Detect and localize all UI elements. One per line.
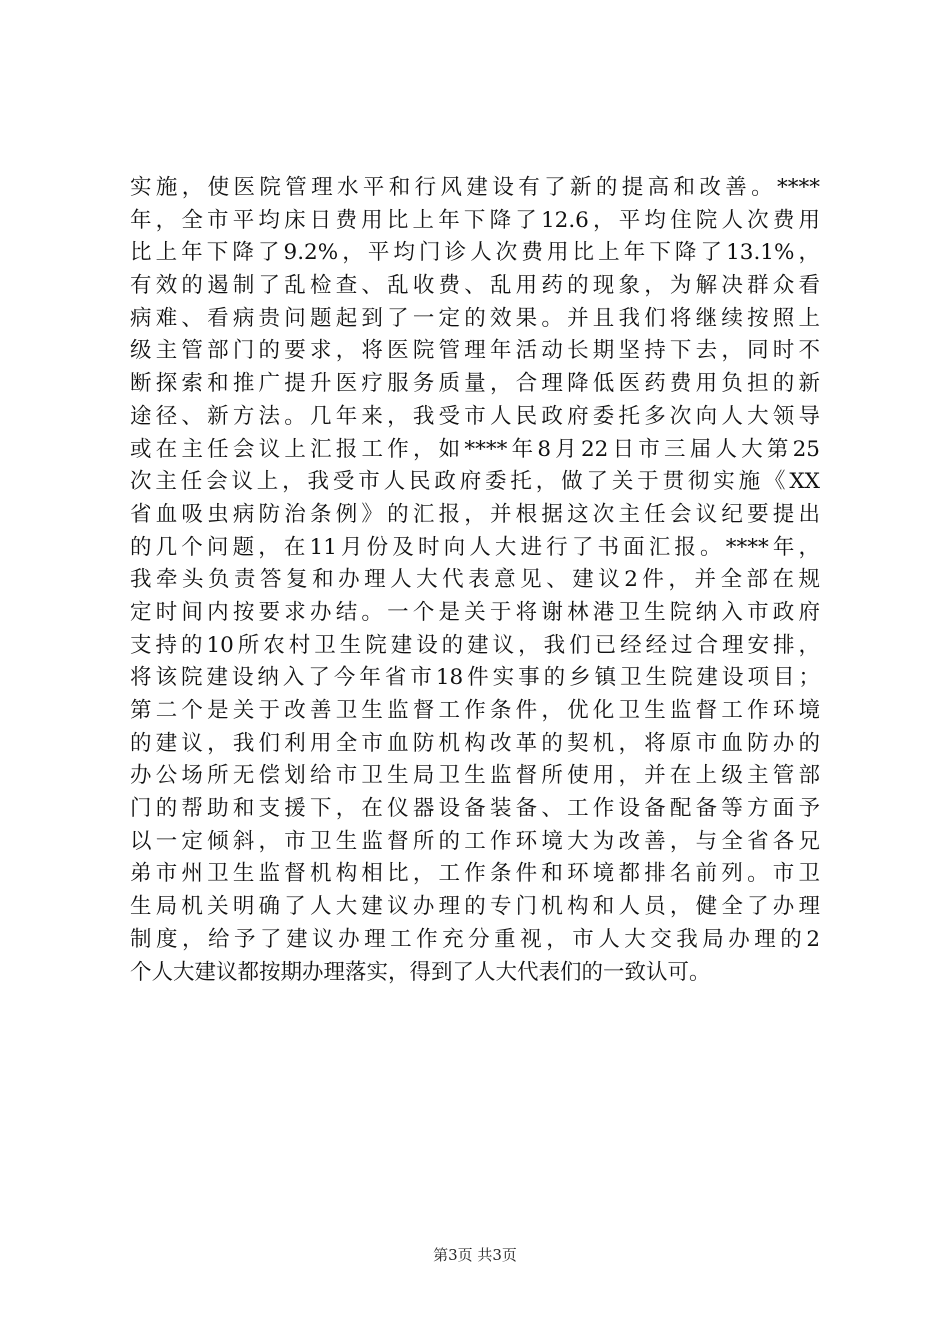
text-line-19: 办公场所无偿划给市卫生局卫生监督所使用，并在上级主管部 [130, 763, 820, 789]
text-line-14: 定时间内按要求办结。一个是关于将谢林港卫生院纳入市政府 [130, 599, 820, 625]
page-footer [0, 1245, 950, 1265]
text-line-16: 将该院建设纳入了今年省市18件实事的乡镇卫生院建设项目； [130, 665, 820, 691]
text-line-11: 省血吸虫病防治条例》的汇报，并根据这次主任会议纪要提出 [130, 501, 820, 527]
text-line-3: 比上年下降了9.2%，平均门诊人次费用比上年下降了13.1%， [130, 240, 820, 266]
text-line-25: 个人大建议都按期办理落实，得到了人大代表们的一致认可。 [130, 959, 711, 985]
text-line-18: 的建议，我们利用全市血防机构改革的契机，将原市血防办的 [130, 730, 820, 756]
page-number-label: 第3页 共3页 [433, 1246, 517, 1264]
text-line-17: 第二个是关于改善卫生监督工作条件，优化卫生监督工作环境 [130, 698, 820, 723]
text-line-7: 断探索和推广提升医疗服务质量，合理降低医药费用负担的新 [130, 371, 820, 397]
text-line-21: 以一定倾斜，市卫生监督所的工作环境大为改善，与全省各兄 [130, 828, 820, 854]
text-line-2: 年，全市平均床日费用比上年下降了12.6，平均住院人次费用 [130, 207, 820, 233]
text-line-23: 生局机关明确了人大建议办理的专门机构和人员，健全了办理 [130, 894, 820, 920]
text-line-20: 门的帮助和支援下，在仪器设备装备、工作设备配备等方面予 [130, 796, 820, 822]
text-line-6: 级主管部门的要求，将医院管理年活动长期坚持下去，同时不 [130, 338, 820, 364]
text-line-1: 实施，使医院管理水平和行风建设有了新的提高和改善。**** [130, 175, 820, 200]
text-line-4: 有效的遏制了乱检查、乱收费、乱用药的现象，为解决群众看 [130, 273, 820, 299]
text-line-9: 或在主任会议上汇报工作，如****年8月22日市三届人大第25 [130, 436, 820, 462]
body-paragraph [130, 172, 820, 989]
text-line-24: 制度，给予了建议办理工作充分重视，市人大交我局办理的2 [130, 926, 820, 952]
text-line-15: 支持的10所农村卫生院建设的建议，我们已经经过合理安排， [130, 632, 820, 658]
text-line-22: 弟市州卫生监督机构相比，工作条件和环境都排名前列。市卫 [130, 861, 820, 887]
text-line-13: 我牵头负责答复和办理人大代表意见、建议2件，并全部在规 [130, 567, 820, 593]
text-line-8: 途径、新方法。几年来，我受市人民政府委托多次向人大领导 [130, 403, 820, 429]
text-line-5: 病难、看病贵问题起到了一定的效果。并且我们将继续按照上 [130, 305, 820, 331]
text-line-10: 次主任会议上，我受市人民政府委托，做了关于贯彻实施《XX [130, 469, 820, 495]
text-line-12: 的几个问题，在11月份及时向人大进行了书面汇报。****年， [130, 534, 820, 560]
